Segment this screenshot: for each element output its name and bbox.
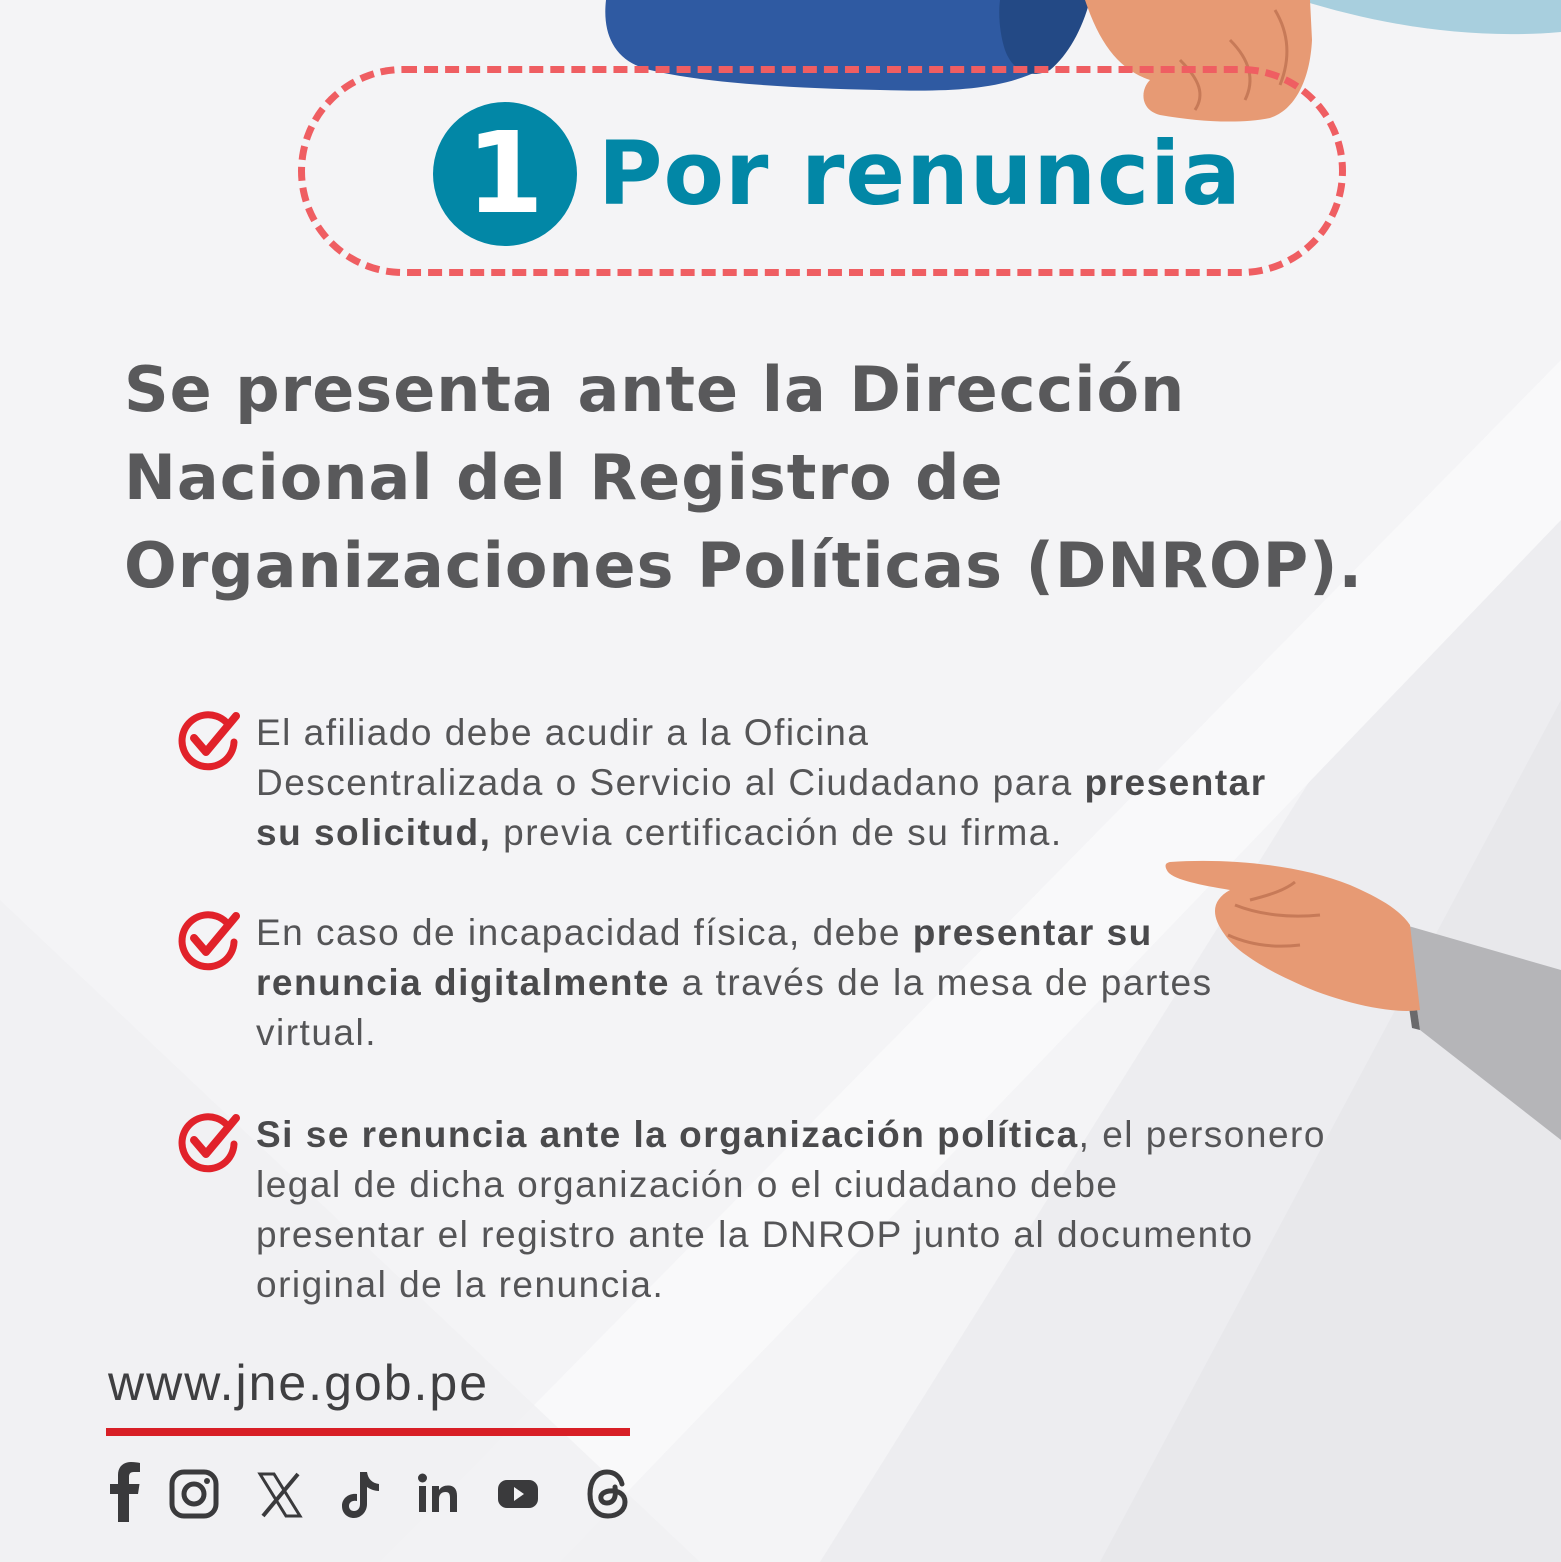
check-circle-icon: [176, 908, 240, 972]
bullet-line: [256, 908, 1416, 958]
threads-icon[interactable]: [578, 1458, 638, 1528]
x-icon[interactable]: [250, 1458, 310, 1528]
bullet-bold-text: su solicitud,: [256, 812, 492, 853]
bullet-line: [256, 808, 1416, 858]
check-circle-icon: [176, 708, 240, 772]
youtube-icon[interactable]: [488, 1458, 548, 1528]
bullet-line: [256, 1110, 1416, 1160]
bullet-plain-text: previa certificación de su firma.: [491, 812, 1063, 853]
bullet-line: [256, 1008, 1416, 1058]
intro-text: [124, 346, 1424, 610]
website-link[interactable]: www.jne.gob.pe: [108, 1355, 490, 1411]
bullet-line: [256, 958, 1416, 1008]
intro-line: Nacional del Registro de: [124, 441, 1004, 514]
bullet-plain-text: a través de la mesa de partes: [669, 962, 1213, 1003]
bullet-plain-text: virtual.: [256, 1012, 377, 1053]
bullet-line: [256, 708, 1416, 758]
bullet-plain-text: legal de dicha organización o el ciudadano debe: [256, 1164, 1119, 1205]
bullet-text: [256, 708, 1416, 858]
bullet-plain-text: , el personero: [1078, 1114, 1326, 1155]
linkedin-icon[interactable]: [408, 1458, 468, 1528]
bullet-line: [256, 1210, 1416, 1260]
bullet-plain-text: Descentralizada o Servicio al Ciudadano para: [256, 762, 1085, 803]
bullet-plain-text: El afiliado debe acudir a la Oficina: [256, 712, 870, 753]
bullet-plain-text: En caso de incapacidad física, debe: [256, 912, 913, 953]
facebook-icon[interactable]: [96, 1458, 156, 1528]
bullet-text: [256, 908, 1416, 1058]
header-title: Por renuncia: [598, 122, 1242, 225]
intro-line: Organizaciones Políticas (DNROP).: [124, 529, 1364, 602]
step-number-badge: 1: [433, 102, 577, 246]
bullet-bold-text: presentar su: [912, 912, 1153, 953]
bullet-text: [256, 1110, 1416, 1310]
bullet-bold-text: renuncia digitalmente: [256, 962, 670, 1003]
bullet-plain-text: original de la renuncia.: [256, 1264, 665, 1305]
bullet-line: [256, 758, 1416, 808]
bullet-bold-text: presentar: [1084, 762, 1267, 803]
check-circle-icon: [176, 1110, 240, 1174]
tiktok-icon[interactable]: [330, 1458, 390, 1528]
instagram-icon[interactable]: [164, 1458, 224, 1528]
bullet-bold-text: Si se renuncia ante la organización política: [256, 1114, 1079, 1155]
intro-line: Se presenta ante la Dirección: [124, 353, 1186, 426]
bullet-line: [256, 1260, 1416, 1310]
bullet-plain-text: presentar el registro ante la DNROP junto al documento: [256, 1214, 1254, 1255]
bullet-line: [256, 1160, 1416, 1210]
footer-divider: [106, 1428, 630, 1436]
